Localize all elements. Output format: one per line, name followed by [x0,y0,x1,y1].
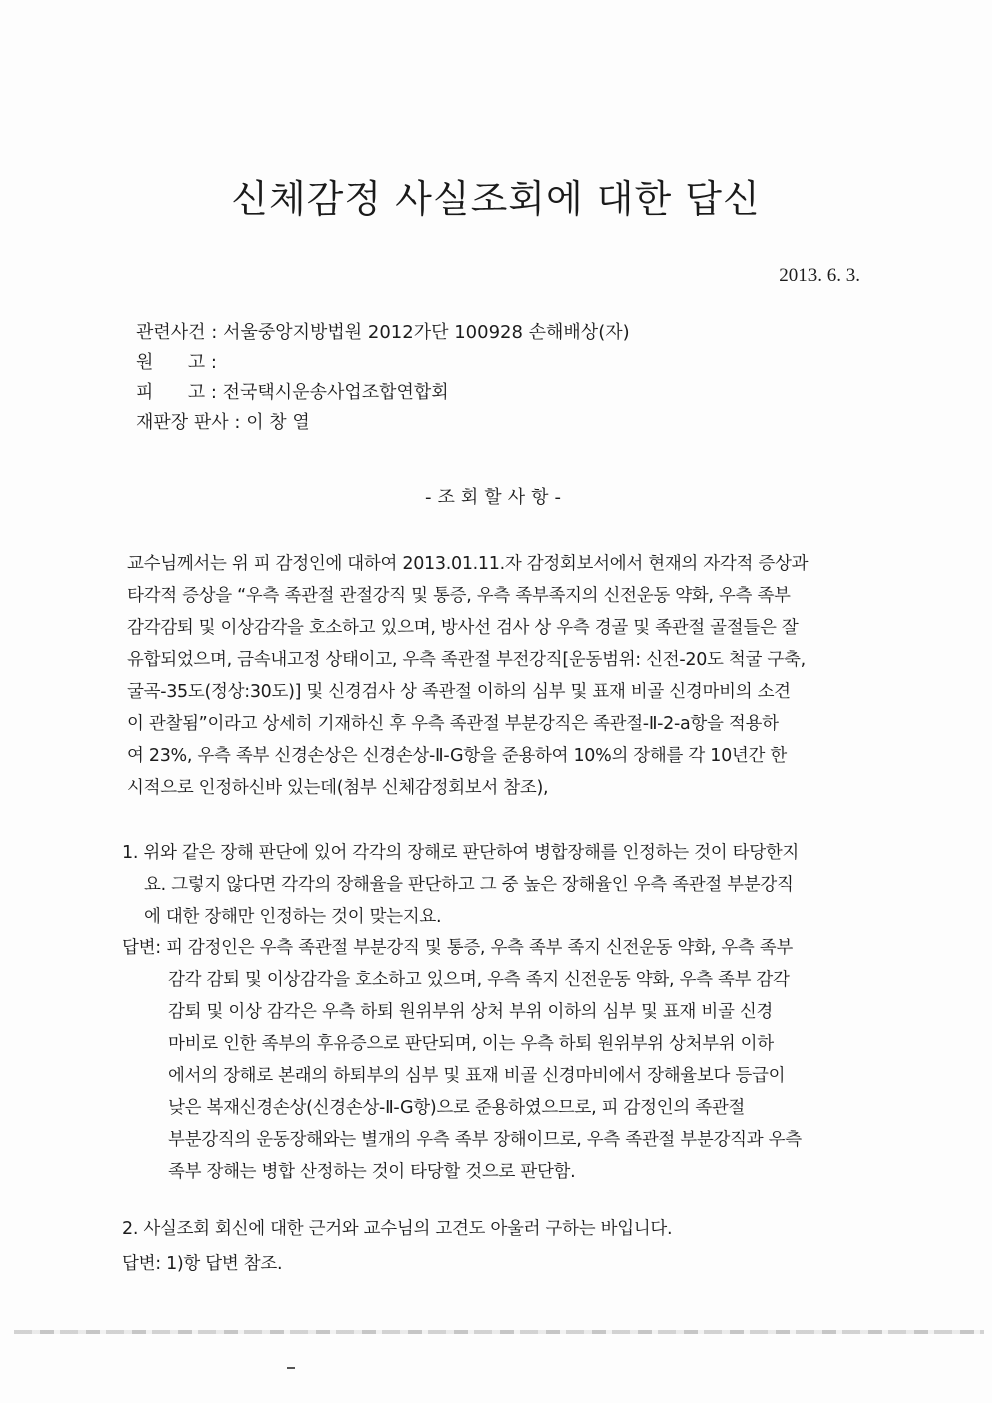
text-line: 감각감퇴 및 이상감각을 호소하고 있으며, 방사선 검사 상 우측 경골 및 족관절 골절들은 잘 [127,618,799,638]
text-line: 2. 사실조회 회신에 대한 근거와 교수님의 고견도 아울러 구하는 바입니다. [122,1219,673,1239]
case-info-label: 원 고 : [136,352,217,373]
text-line: 족부 장해는 병합 산정하는 것이 타당할 것으로 판단함. [168,1162,576,1182]
text-line: 답변: 1)항 답변 참조. [122,1254,283,1274]
document-date: 2013. 6. 3. [779,265,860,286]
question-2 [122,1213,862,1245]
text-line: 에 대한 장해만 인정하는 것이 맞는지요. [144,907,442,927]
case-info-row [136,408,630,438]
question-1 [122,837,862,933]
case-info-label: 관련사건 : [136,322,218,343]
text-line: 요. 그렇지 않다면 각각의 장해율을 판단하고 그 중 높은 장해율인 우측 족관절 부분강직 [144,875,794,895]
text-line: 이 관찰됨”이라고 상세히 기재하신 후 우측 족관절 부분강직은 족관절-Ⅱ-2-a항을 적용하 [127,714,779,734]
case-info-row [136,318,630,348]
case-info-value: 서울중앙지방법원 2012가단 100928 손해배상(자) [223,322,630,343]
scan-artifact-mark [287,1367,295,1369]
text-line: 마비로 인한 족부의 후유증으로 판단되며, 이는 우측 하퇴 원위부위 상처부위 이하 [168,1034,774,1054]
text-line: 타각적 증상을 “우측 족관절 관절강직 및 통증, 우측 족부족지의 신전운동 약화, 우측 족부 [127,586,791,606]
text-line: 유합되었으며, 금속내고정 상태이고, 우측 족관절 부전강직[운동범위: 신전-20도 척굴 구축, [127,650,806,670]
answer-2 [122,1248,862,1280]
case-info-row [136,348,630,378]
answer-1 [122,932,862,1188]
text-line: 여 23%, 우측 족부 신경손상은 신경손상-Ⅱ-G항을 준용하여 10%의 장해를 각 10년간 한 [127,746,787,766]
case-info-value: 전국택시운송사업조합연합회 [222,382,449,403]
text-line: 부분강직의 운동장해와는 별개의 우측 족부 장해이므로, 우측 족관절 부분강직과 우측 [168,1130,802,1150]
case-info-row [136,378,630,408]
document-title: 신체감정 사실조회에 대한 답신 [231,177,761,221]
text-line: 1. 위와 같은 장해 판단에 있어 각각의 장해로 판단하여 병합장해를 인정하는 것이 타당한지 [122,843,800,863]
intro-paragraph [127,548,867,804]
text-line: 교수님께서는 위 피 감정인에 대하여 2013.01.11.자 감정회보서에서 현재의 자각적 증상과 [127,554,809,574]
case-info-value: 이 창 열 [246,412,310,433]
case-info-label: 피 고 : [136,382,217,403]
scan-artifact-line [14,1330,984,1334]
text-line: 답변: 피 감정인은 우측 족관절 부분강직 및 통증, 우측 족부 족지 신전운동 약화, 우측 족부 [122,938,793,958]
text-line: 에서의 장해로 본래의 하퇴부의 심부 및 표재 비골 신경마비에서 장해율보다 등급이 [168,1066,786,1086]
case-info-label: 재판장 판사 : [136,412,241,433]
text-line: 감퇴 및 이상 감각은 우측 하퇴 원위부위 상처 부위 이하의 심부 및 표재 비골 신경 [168,1002,774,1022]
case-info [136,318,630,438]
text-line: 낮은 복재신경손상(신경손상-Ⅱ-G항)으로 준용하였으므로, 피 감정인의 족관절 [168,1098,746,1118]
text-line: 감각 감퇴 및 이상감각을 호소하고 있으며, 우측 족지 신전운동 약화, 우측 족부 감각 [168,970,790,990]
text-line: 굴곡-35도(정상:30도)] 및 신경검사 상 족관절 이하의 심부 및 표재 비골 신경마비의 소견 [127,682,791,702]
section-heading: -조회할사항- [425,487,567,508]
text-line: 시적으로 인정하신바 있는데(첨부 신체감정회보서 참조), [127,778,549,798]
